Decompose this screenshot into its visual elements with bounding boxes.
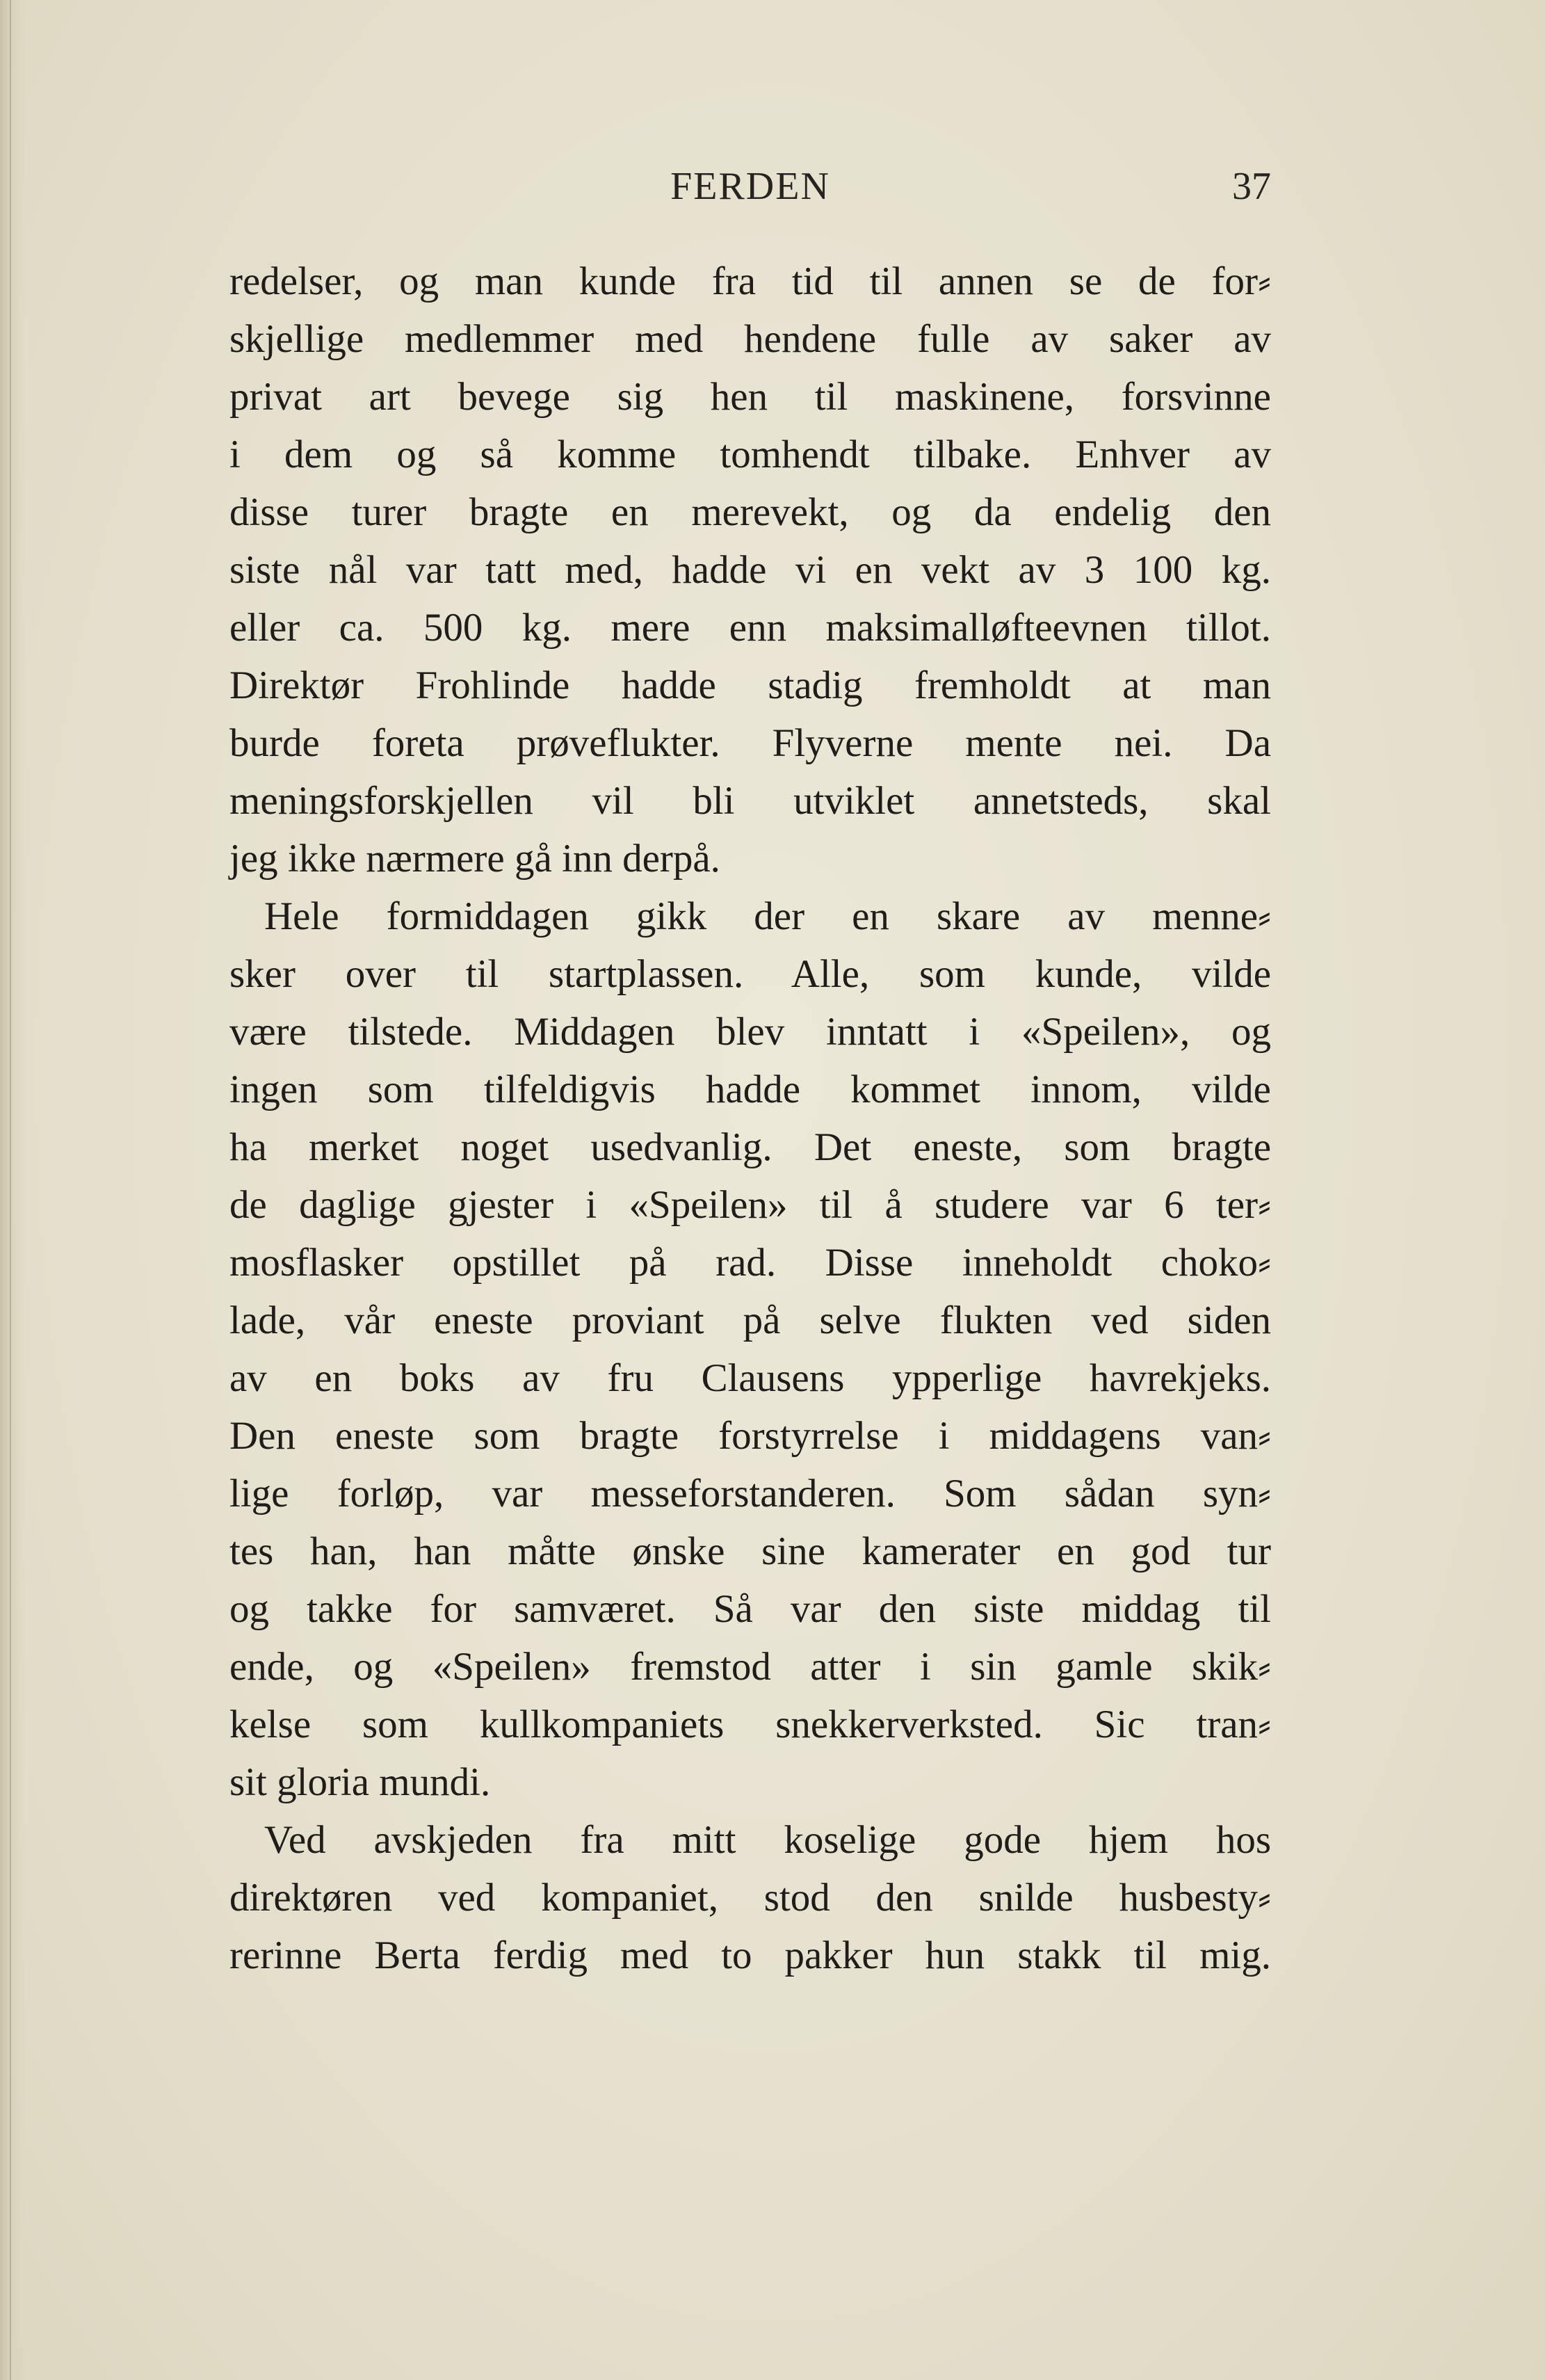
text-line: disse turer bragte en merevekt, og da endelig den xyxy=(229,490,1271,534)
text-line: Den eneste som bragte forstyrrelse i middagens van⸗ xyxy=(229,1414,1271,1458)
paragraph-end-line: sit gloria mundi. xyxy=(229,1760,491,1804)
text-line: av en boks av fru Clausens ypperlige havrekjeks. xyxy=(229,1356,1271,1400)
paragraph-end-line: jeg ikke nærmere gå inn derpå. xyxy=(229,837,720,881)
text-line: privat art bevege sig hen til maskinene, forsvinne xyxy=(229,375,1271,419)
paragraph-start-line: Hele formiddagen gikk der en skare av menne⸗ xyxy=(264,894,1271,938)
text-line: mosflasker opstillet på rad. Disse inneholdt choko⸗ xyxy=(229,1241,1271,1285)
body-text xyxy=(229,252,1271,1984)
text-line: og takke for samværet. Så var den siste middag til xyxy=(229,1587,1271,1631)
text-line: direktøren ved kompaniet, stod den snilde husbesty⸗ xyxy=(229,1876,1271,1920)
text-line: redelser, og man kunde fra tid til annen se de for⸗ xyxy=(229,259,1271,303)
text-line: burde foreta prøveflukter. Flyverne mente nei. Da xyxy=(229,721,1271,765)
text-line: kelse som kullkompaniets snekkerverksted. Sic tran⸗ xyxy=(229,1703,1271,1746)
text-line: tes han, han måtte ønske sine kamerater en god tur xyxy=(229,1529,1271,1573)
spine-shadow xyxy=(0,0,25,2380)
text-line: meningsforskjellen vil bli utviklet annetsteds, skal xyxy=(229,779,1271,823)
text-line: skjellige medlemmer med hendene fulle av saker av xyxy=(229,317,1271,361)
text-line: de daglige gjester i «Speilen» til å studere var 6 ter⸗ xyxy=(229,1183,1271,1227)
running-title: FERDEN xyxy=(670,165,830,208)
text-line: ingen som tilfeldigvis hadde kommet innom, vilde xyxy=(229,1068,1271,1111)
text-line: siste nål var tatt med, hadde vi en vekt av 3 100 kg. xyxy=(229,548,1271,592)
text-line: Direktør Frohlinde hadde stadig fremholdt at man xyxy=(229,664,1271,707)
text-line: sker over til startplassen. Alle, som kunde, vilde xyxy=(229,952,1271,996)
text-line: lige forløp, var messeforstanderen. Som sådan syn⸗ xyxy=(229,1472,1271,1515)
running-head xyxy=(229,159,1271,214)
text-line: være tilstede. Middagen blev inntatt i «Speilen», og xyxy=(229,1010,1271,1054)
text-line: i dem og så komme tomhendt tilbake. Enhver av xyxy=(229,433,1271,476)
paragraph-start-line: Ved avskjeden fra mitt koselige gode hjem hos xyxy=(264,1818,1271,1862)
spine-edge xyxy=(10,0,11,2380)
text-line: eller ca. 500 kg. mere enn maksimalløfteevnen tillot. xyxy=(229,606,1271,650)
text-line: ende, og «Speilen» fremstod atter i sin gamle skik⸗ xyxy=(229,1645,1271,1689)
page-number: 37 xyxy=(1232,165,1271,208)
text-line: lade, vår eneste proviant på selve flukten ved siden xyxy=(229,1298,1271,1342)
text-line: ha merket noget usedvanlig. Det eneste, som bragte xyxy=(229,1125,1271,1169)
text-line: rerinne Berta ferdig med to pakker hun stakk til mig. xyxy=(229,1933,1271,1977)
